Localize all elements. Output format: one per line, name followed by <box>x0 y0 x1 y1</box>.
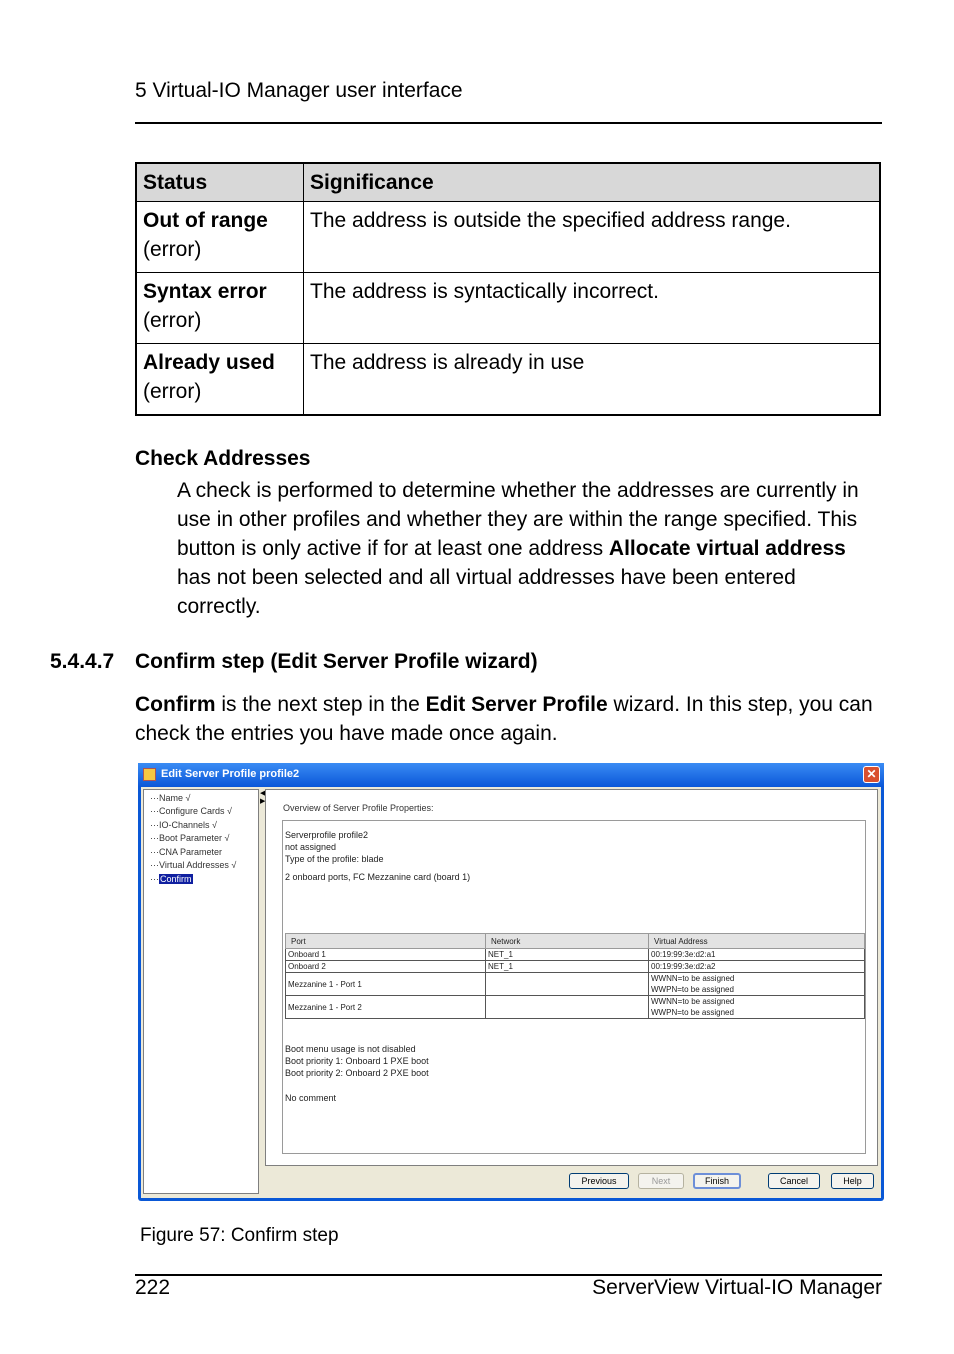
network-cell: NET_1 <box>486 949 649 961</box>
expand-right-icon[interactable]: ▶ <box>260 798 266 805</box>
address-cell: WWNN=to be assigned WWPN=to be assigned <box>649 973 865 996</box>
table-row <box>286 973 865 996</box>
window-client-area <box>141 787 881 1198</box>
check-addresses-description <box>177 476 882 621</box>
network-cell <box>486 973 649 996</box>
tree-item-confirm[interactable]: ···Confirm <box>150 874 192 884</box>
port-cell: Mezzanine 1 - Port 2 <box>286 996 486 1019</box>
bold-term: Edit Server Profile <box>425 693 608 716</box>
table-row <box>136 344 880 416</box>
previous-button[interactable]: Previous <box>569 1173 629 1189</box>
significance-cell: The address is syntactically incorrect. <box>304 273 881 344</box>
table-row <box>136 273 880 344</box>
status-qualifier: (error) <box>143 309 202 332</box>
running-header: 5 Virtual-IO Manager user interface <box>135 79 463 102</box>
tree-item-boot-parameter[interactable]: ···Boot Parameter √ <box>150 833 230 843</box>
text-run: has not been selected and all virtual addresses have been entered correctly. <box>177 566 796 618</box>
window-title: Edit Server Profile profile2 <box>161 768 300 780</box>
app-icon <box>143 768 156 781</box>
network-cell: NET_1 <box>486 961 649 973</box>
figure-caption: Figure 57: Confirm step <box>140 1225 339 1246</box>
text-run: is the next step in the <box>215 693 426 716</box>
cards-line: 2 onboard ports, FC Mezzanine card (board 1) <box>285 872 471 882</box>
section-number: 5.4.4.7 <box>50 650 115 673</box>
bold-term: Allocate virtual address <box>608 537 846 560</box>
boot-menu-line: Boot menu usage is not disabled <box>285 1044 416 1054</box>
page-number: 222 <box>135 1276 171 1299</box>
boot-priority-2-line: Boot priority 2: Onboard 2 PXE boot <box>285 1068 429 1078</box>
bold-term: Confirm <box>135 693 216 716</box>
finish-button[interactable]: Finish <box>693 1173 741 1189</box>
table-header-significance: Significance <box>304 163 881 202</box>
status-name: Already used <box>143 351 275 374</box>
tree-item-virtual-addresses[interactable]: ···Virtual Addresses √ <box>150 860 237 870</box>
status-name: Out of range <box>143 209 268 232</box>
text-run: A check is performed to determine whether the addresses are currently in use in other profiles and whether they are within the range specified. This button is only active if for at least one address <box>177 479 859 560</box>
profile-type-line: Type of the profile: blade <box>285 854 384 864</box>
collapse-left-icon[interactable]: ◀ <box>260 790 266 797</box>
check-addresses-title: Check Addresses <box>135 447 311 470</box>
table-row <box>286 961 865 973</box>
close-icon[interactable]: ✕ <box>863 766 880 783</box>
comment-line: No comment <box>285 1093 337 1103</box>
window-titlebar <box>138 763 884 787</box>
summary-box <box>282 820 866 1154</box>
address-cell: 00:19:99:3e:d2:a2 <box>649 961 865 973</box>
splitter-handle[interactable] <box>260 789 264 1194</box>
tree-item-io-channels[interactable]: ···IO-Channels √ <box>150 820 217 830</box>
table-row <box>286 996 865 1019</box>
header-rule <box>135 122 882 124</box>
section-title: Confirm step (Edit Server Profile wizard) <box>135 650 538 673</box>
status-name: Syntax error <box>143 280 267 303</box>
cancel-button[interactable]: Cancel <box>768 1173 820 1189</box>
table-row <box>286 949 865 961</box>
wizard-step-tree <box>143 789 259 1194</box>
wizard-window <box>138 763 884 1201</box>
assignment-line: not assigned <box>285 842 337 852</box>
section-intro <box>135 690 882 748</box>
status-cell <box>136 273 304 344</box>
address-cell: WWNN=to be assigned WWPN=to be assigned <box>649 996 865 1019</box>
profile-name-line: Serverprofile profile2 <box>285 830 369 840</box>
tree-item-configure-cards[interactable]: ···Configure Cards √ <box>150 806 232 816</box>
port-cell: Onboard 1 <box>286 949 486 961</box>
status-cell <box>136 344 304 416</box>
network-column-header[interactable]: Network <box>486 934 649 949</box>
table-header-status: Status <box>136 163 304 202</box>
boot-priority-1-line: Boot priority 1: Onboard 1 PXE boot <box>285 1056 429 1066</box>
confirm-panel <box>265 789 878 1166</box>
tree-item-cna-parameter[interactable]: ···CNA Parameter <box>150 847 223 857</box>
status-qualifier: (error) <box>143 238 202 261</box>
status-table <box>135 162 881 416</box>
significance-cell: The address is outside the specified address range. <box>304 202 881 273</box>
port-cell: Onboard 2 <box>286 961 486 973</box>
port-cell: Mezzanine 1 - Port 1 <box>286 973 486 996</box>
address-cell: 00:19:99:3e:d2:a1 <box>649 949 865 961</box>
significance-cell: The address is already in use <box>304 344 881 416</box>
text-run: wizard. In this step, you can check the entries you have made once again. <box>135 693 873 745</box>
port-column-header[interactable]: Port <box>286 934 486 949</box>
help-button[interactable]: Help <box>831 1173 874 1189</box>
table-row <box>136 202 880 273</box>
status-cell <box>136 202 304 273</box>
overview-label: Overview of Server Profile Properties: <box>283 803 434 813</box>
status-qualifier: (error) <box>143 380 202 403</box>
footer-product-name: ServerView Virtual-IO Manager <box>592 1276 882 1299</box>
next-button[interactable]: Next <box>638 1173 684 1189</box>
tree-item-name[interactable]: ···Name √ <box>150 793 191 803</box>
port-table <box>285 933 865 1019</box>
virtual-address-column-header[interactable]: Virtual Address <box>649 934 865 949</box>
network-cell <box>486 996 649 1019</box>
